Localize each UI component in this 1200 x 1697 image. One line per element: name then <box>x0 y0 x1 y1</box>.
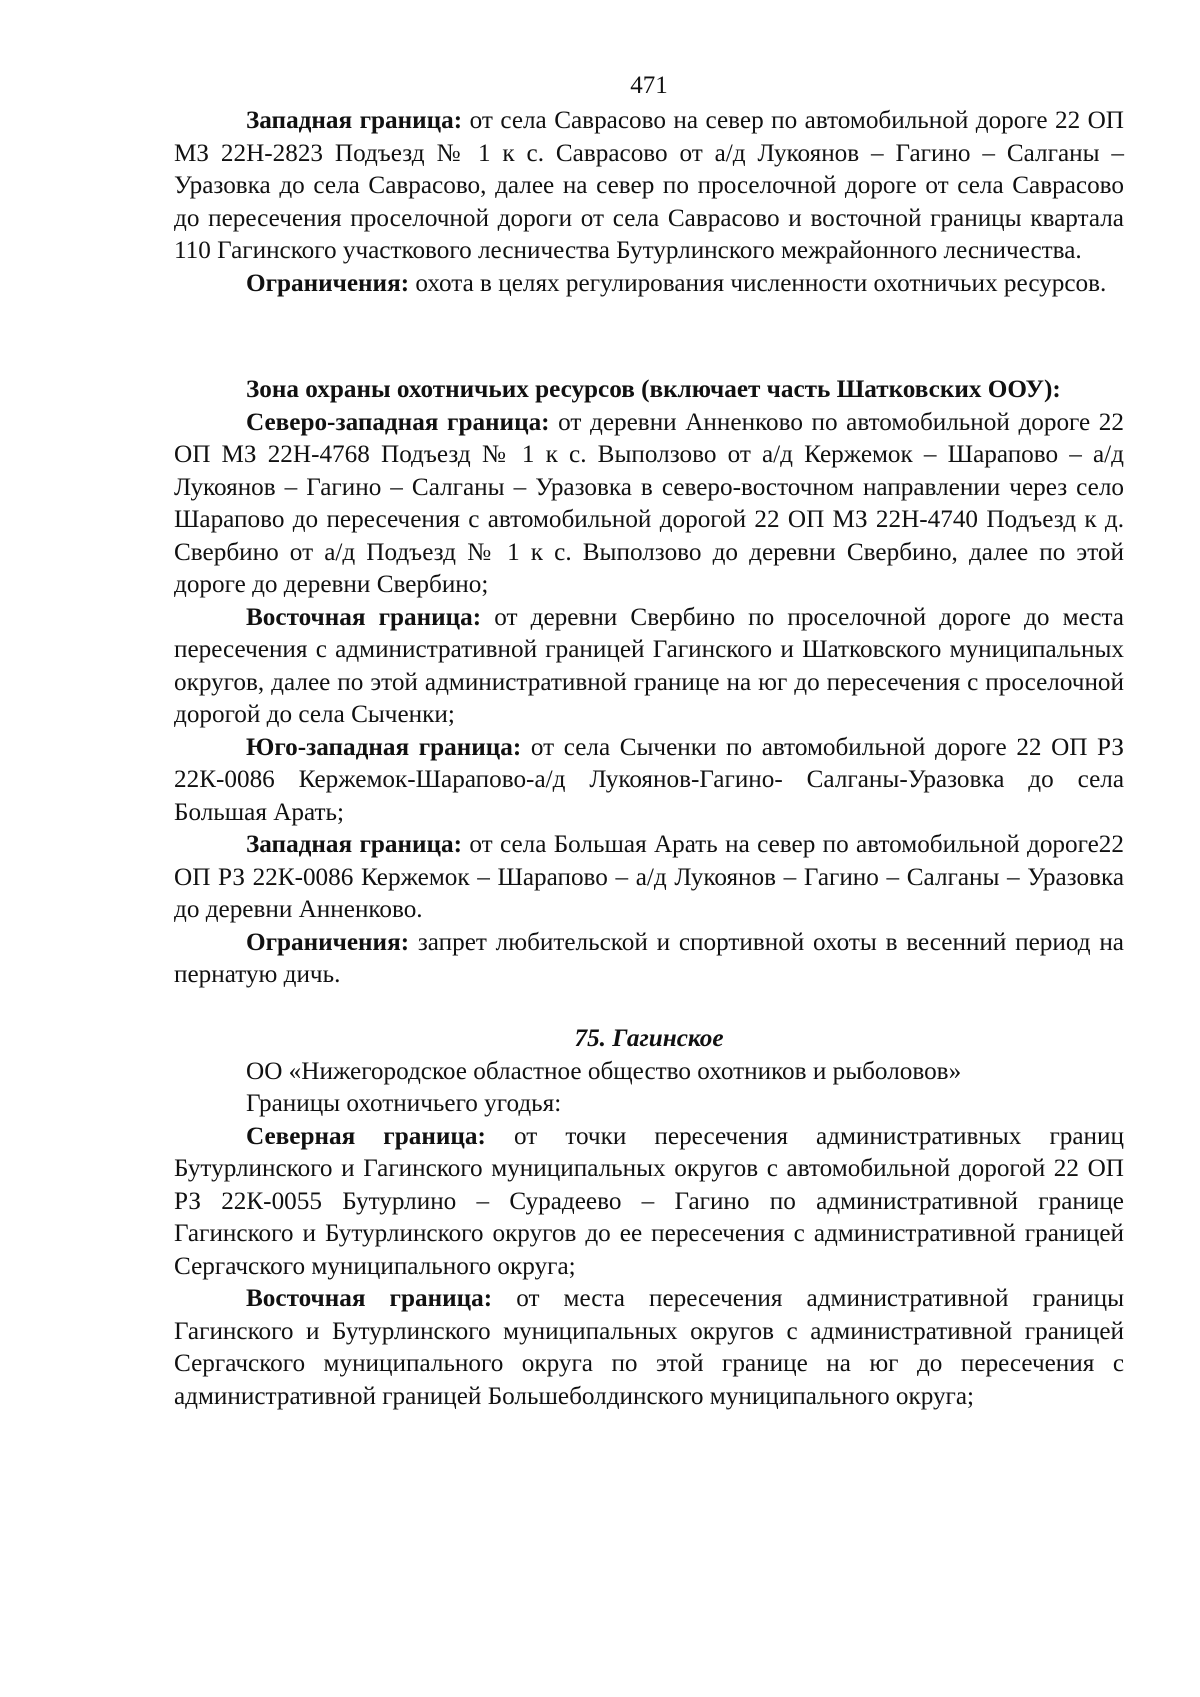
zone-west-label: Западная граница: <box>246 831 463 858</box>
west-border-text: от села Саврасово на север по автомобильной дороге 22 ОП МЗ 22Н-2823 Подъезд № 1 к с. Саврасово от а/д Лукоянов – Гагино – Салганы – Уразовка до села Саврасово, далее на север по проселочной дороге от села Саврасово до пересечения проселочной дороги от села Саврасово и восточной границы квартала 110 Гагинского участкового лесничества Бутурлинского межрайонного лесничества. <box>174 107 1125 264</box>
zone-east-paragraph <box>174 602 1124 732</box>
zone-northwest-label: Северо-западная граница: <box>246 408 550 436</box>
limits-label: Ограничения: <box>246 269 410 297</box>
section-title: 75. Гагинское <box>574 1025 724 1052</box>
zone-west-text: от села Большая Арать на север по автомобильной дороге22 ОП РЗ 22К-0086 Кержемок – Шарапово – а/д Лукоянов – Гагино – Салганы – Уразовка до деревни Анненково. <box>174 831 1124 923</box>
north-border-paragraph <box>174 1121 1124 1284</box>
zone-limits-text: запрет любительской и спортивной охоты в весенний период на пернатую дичь. <box>174 928 1124 988</box>
page-number: 471 <box>630 72 668 99</box>
east-border-text: от места пересечения административной границы Гагинского и Бутурлинского муниципальных округов с административной границей Сергачского муниципального округа по этой границе на юг до пересечения с административной границей Большеболдинского муниципального округа; <box>174 1285 1124 1410</box>
block-savrasovo <box>174 105 1124 300</box>
organization-line: ОО «Нижегородское областное общество охотников и рыболовов» <box>246 1057 962 1085</box>
north-border-text: от точки пересечения административных границ Бутурлинского и Гагинского муниципальных округов с автомобильной дорогой 22 ОП РЗ 22К-0055 Бутурлино – Сурадеево – Гагино по административной границе Гагинского и Бутурлинского округов до ее пересечения с административной границей Сергачского муниципального округа; <box>174 1122 1124 1280</box>
zone-title: Зона охраны охотничьих ресурсов (включает часть Шатковских ООУ): <box>246 376 1061 403</box>
west-border-paragraph <box>174 105 1124 268</box>
limits-text: охота в целях регулирования численности охотничьих ресурсов. <box>409 269 1107 297</box>
zone-east-text: от деревни Свербино по проселочной дороге до места пересечения с административной границей Гагинского и Шатковского муниципальных округов, далее по этой административной границе на юг до пересечения с проселочной дорогой до села Сыченки; <box>174 603 1124 728</box>
section-75 <box>174 1023 1124 1413</box>
zone-northwest-text: от деревни Анненково по автомобильной дороге 22 ОП МЗ 22Н-4768 Подъезд № 1 к с. Выползово от а/д Кержемок – Шарапово – а/д Лукоянов – Гагино – Салганы – Уразовка в северо-восточном направлении через село Шарапово до пересечения с автомобильной дорогой 22 ОП МЗ 22Н-4740 Подъезд к д. Свербино от а/д Подъезд № 1 к с. Выползово до деревни Свербино, далее по этой дороге до деревни Свербино; <box>174 408 1124 598</box>
zone-limits-paragraph <box>174 927 1124 992</box>
east-border-paragraph <box>174 1283 1124 1413</box>
block-protection-zone <box>174 374 1124 992</box>
zone-southwest-paragraph <box>174 732 1124 830</box>
zone-west-paragraph <box>174 829 1124 927</box>
zone-east-label: Восточная граница: <box>246 603 482 631</box>
borders-heading: Границы охотничьего угодья: <box>246 1090 562 1117</box>
east-border-label: Восточная граница: <box>246 1285 493 1312</box>
west-border-label: Западная граница: <box>246 107 463 134</box>
zone-northwest-paragraph <box>174 407 1124 602</box>
zone-southwest-label: Юго-западная граница: <box>246 733 522 761</box>
north-border-label: Северная граница: <box>246 1122 486 1150</box>
zone-southwest-text: от села Сыченки по автомобильной дороге 22 ОП РЗ 22К-0086 Кержемок-Шарапово-а/д Лукоянов-Гагино- Салганы-Уразовка до села Большая Арать; <box>174 733 1124 826</box>
zone-limits-label: Ограничения: <box>246 928 410 956</box>
limits-paragraph <box>174 268 1124 301</box>
